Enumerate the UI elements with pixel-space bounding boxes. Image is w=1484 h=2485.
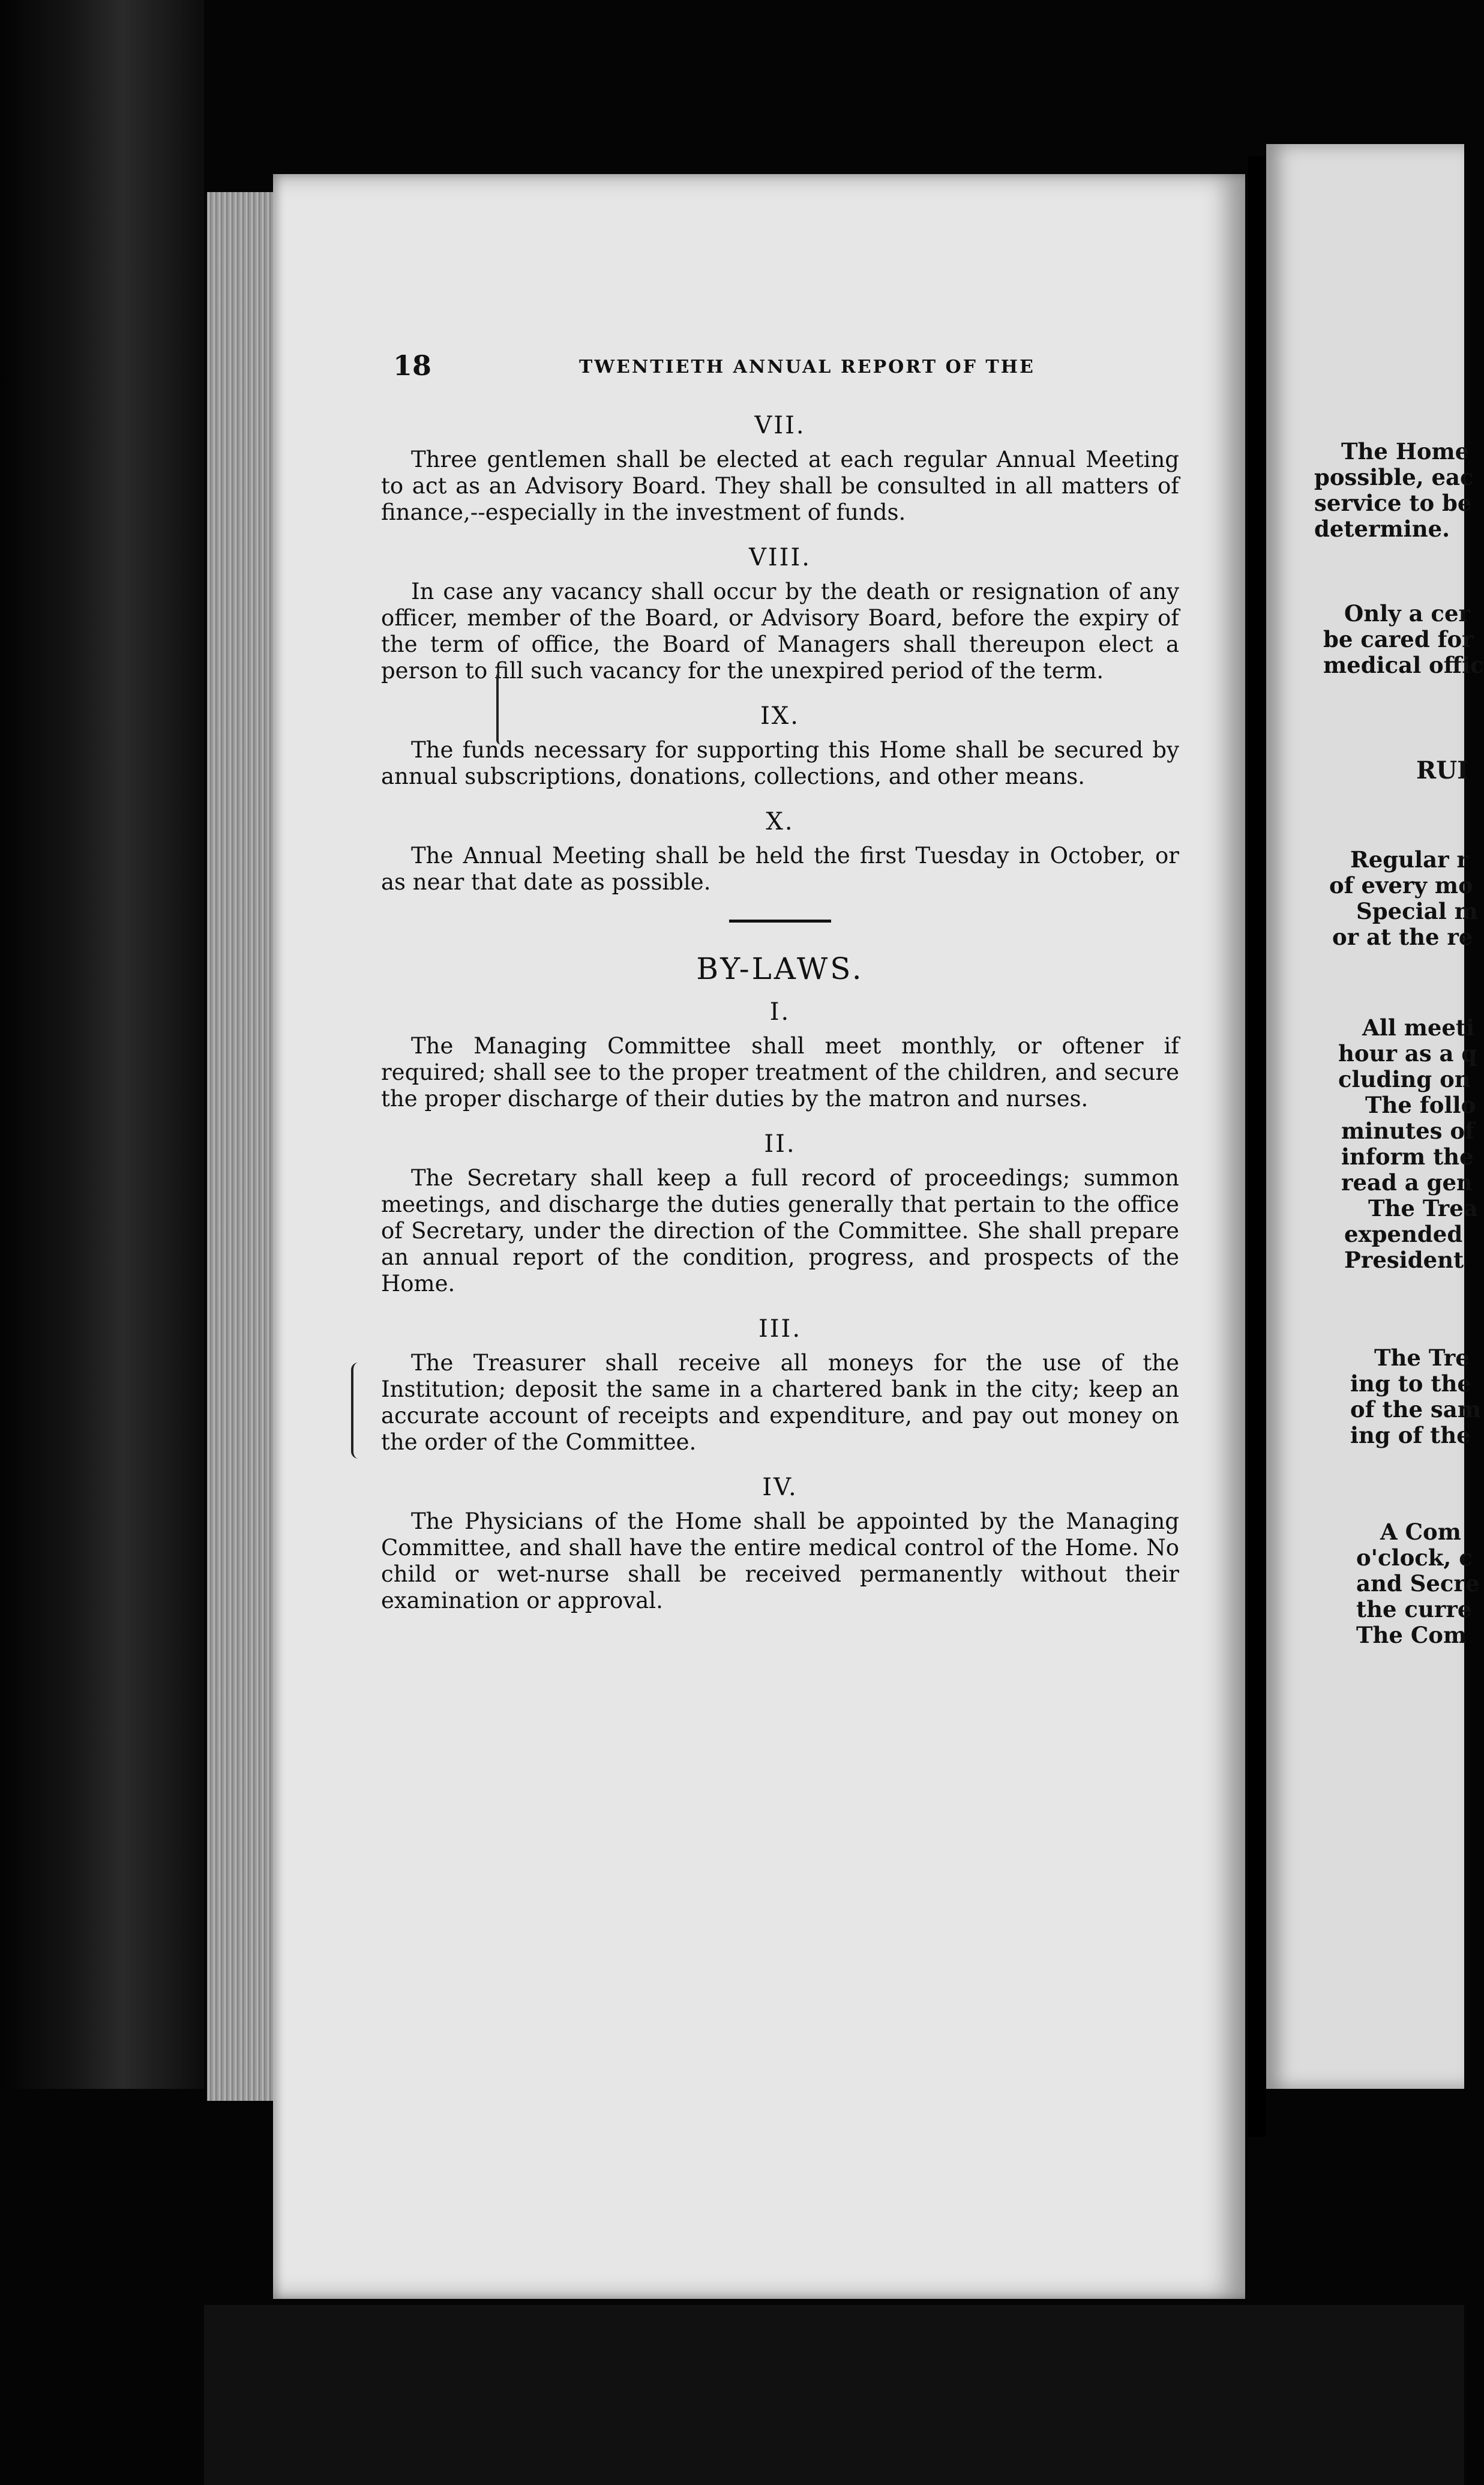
running-head: TWENTIETH ANNUAL REPORT OF THE — [579, 357, 1035, 378]
section-heading: X. — [766, 808, 795, 836]
left-page — [273, 174, 1245, 2299]
right-page-line: expended — [1344, 1221, 1463, 1247]
right-page-line: minutes of — [1341, 1118, 1474, 1144]
right-page-line: ing of the — [1350, 1422, 1471, 1448]
right-page-line: Regular r — [1350, 846, 1468, 873]
right-page-line: A Com — [1380, 1519, 1461, 1545]
right-page-line: The follo — [1365, 1092, 1476, 1118]
right-page-fragment — [1266, 144, 1484, 2089]
page-content — [381, 408, 1179, 1628]
right-page-line: The Com — [1356, 1622, 1467, 1648]
right-page-line: and Secre — [1356, 1570, 1480, 1597]
page-header — [393, 349, 1065, 385]
section-heading: II. — [764, 1130, 796, 1158]
section-heading: I. — [769, 998, 791, 1026]
right-page-line: service to be — [1314, 490, 1472, 516]
section-heading: III. — [758, 1315, 802, 1343]
right-page-line: ing to the — [1350, 1370, 1471, 1397]
right-page-line: The Home — [1341, 438, 1470, 465]
margin-pencil-mark — [496, 672, 505, 744]
section-text: The Secretary shall keep a full record of proceedings; summon meetings, and discharge the duties generally that pertain to the office of Secretary, under the direction of the Committee. She shall prepare an annual report of the condition, progress, and prospects of the Home. — [381, 1165, 1179, 1297]
right-page-line: inform the — [1341, 1143, 1474, 1170]
section-text: Three gentlemen shall be elected at each regular Annual Meeting to act as an Advisory Board. They shall be consulted in all matters of finance,--especially in the investment of funds. — [381, 447, 1179, 525]
right-page-line: be cared for — [1323, 626, 1474, 652]
section-heading: IV. — [762, 1474, 798, 1501]
bylaw-iv — [381, 1470, 1179, 1614]
right-page-heading: RUI — [1416, 756, 1468, 785]
right-page-line: The Tre — [1374, 1345, 1470, 1371]
bylaw-iii — [381, 1312, 1179, 1456]
section-heading: VIII. — [748, 544, 811, 571]
section-text: The Annual Meeting shall be held the first Tuesday in October, or as near that date as possible. — [381, 843, 1179, 895]
article-vii — [381, 408, 1179, 526]
right-page-line: Only a cer — [1344, 600, 1470, 627]
right-page-line: President — [1344, 1247, 1464, 1273]
section-heading: VII. — [754, 412, 806, 439]
right-page-line: All meeti — [1362, 1014, 1475, 1041]
bylaw-ii — [381, 1127, 1179, 1297]
right-page-line: read a gen — [1341, 1169, 1473, 1196]
section-text: In case any vacancy shall occur by the death or resignation of any officer, member of the Board, or Advisory Board, before the expiry of the term of office, the Board of Managers shall thereupon elect a person to fill such vacancy for the unexpired period of the term. — [381, 579, 1179, 684]
right-page-line: possible, eac — [1314, 464, 1474, 490]
section-heading: IX. — [760, 702, 800, 730]
right-page-line: hour as a q — [1338, 1040, 1477, 1067]
page-number: 18 — [393, 349, 432, 382]
right-page-line: of every mo — [1329, 872, 1473, 899]
article-viii — [381, 540, 1179, 684]
right-page-line: The Trea — [1368, 1195, 1478, 1221]
right-page-line: of the sam — [1350, 1396, 1481, 1423]
page-block-edge — [207, 192, 273, 2101]
right-page-line: the curre — [1356, 1596, 1472, 1622]
bottom-shadow — [204, 2305, 1464, 2485]
right-page-line: or at the re — [1332, 924, 1473, 950]
right-page-line: cluding on — [1338, 1066, 1471, 1092]
section-text: The funds necessary for supporting this Home shall be secured by annual subscriptions, donations, collections, and other means. — [381, 737, 1179, 789]
margin-pencil-mark — [351, 1363, 365, 1459]
bylaws-title: BY-LAWS. — [696, 951, 864, 986]
article-x — [381, 804, 1179, 896]
section-text: The Treasurer shall receive all moneys for the use of the Institution; deposit the same in a chartered bank in the city; keep an accurate account of receipts and expenditure, and pay out money on the order of the Committee. — [381, 1350, 1179, 1455]
right-page-line: determine. — [1314, 516, 1450, 542]
right-page-line: medical offic — [1323, 652, 1484, 678]
right-page-line: o'clock, c — [1356, 1544, 1473, 1571]
right-page-line: Special m — [1356, 898, 1478, 924]
divider-rule — [729, 920, 831, 923]
book-spine-shadow — [0, 0, 204, 2089]
bylaw-i — [381, 995, 1179, 1112]
book-gutter — [1248, 156, 1266, 2137]
section-text: The Physicians of the Home shall be appointed by the Managing Committee, and shall have the entire medical control of the Home. No child or wet-nurse shall be received permanently without their examination or approval. — [381, 1508, 1179, 1613]
section-text: The Managing Committee shall meet monthly, or oftener if required; shall see to the proper treatment of the children, and secure the proper discharge of their duties by the matron and nurses. — [381, 1033, 1179, 1112]
